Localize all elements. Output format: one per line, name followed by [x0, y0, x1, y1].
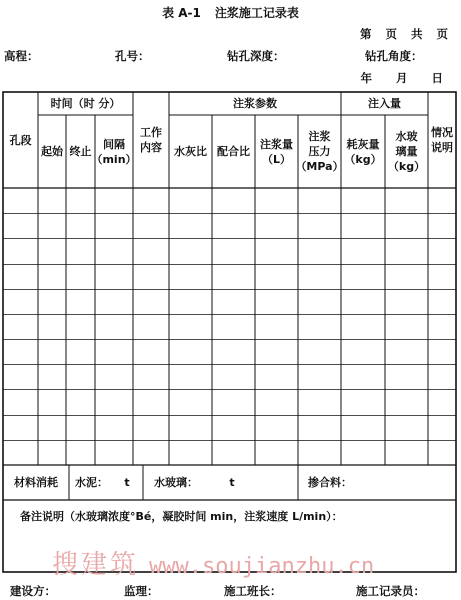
- col-group-time: 时间（时 分）: [50, 97, 121, 110]
- col-group-params: 注浆参数: [233, 97, 277, 110]
- col-group-inject: 注入量: [368, 97, 401, 110]
- water-glass-label: 水玻璃：: [154, 476, 198, 489]
- recorder-label: 施工记录员：: [356, 584, 425, 598]
- supervisor-label: 监理：: [124, 584, 159, 598]
- cement-unit: t: [124, 476, 130, 489]
- col-grout-pressure: 注浆 压力 （MPa）: [295, 130, 344, 173]
- elevation-label: 高程：: [4, 49, 39, 63]
- col-mix-ratio: 配合比: [217, 145, 250, 158]
- materials-label: 材料消耗: [14, 476, 58, 489]
- watermark: [52, 544, 374, 581]
- table-number: 表 A-1: [162, 6, 201, 20]
- admixture-label: 掺合料：: [308, 476, 352, 489]
- builder-label: 建设方：: [10, 584, 56, 598]
- col-remarks: 情况 说明: [431, 126, 453, 154]
- hole-no-label: 孔号：: [115, 49, 150, 63]
- col-interval: 间隔 （min）: [91, 137, 137, 166]
- foreman-label: 施工班长：: [224, 584, 282, 598]
- watermark-cn: 搜建筑: [52, 550, 140, 580]
- col-grout-volume: 注浆量 （L）: [260, 137, 293, 166]
- col-water-glass-amount: 水玻 璃量 （kg）: [387, 130, 426, 173]
- col-work-content: 工作 内容: [140, 126, 162, 154]
- cement-label: 水泥：: [75, 476, 108, 489]
- note-text: 备注说明（水玻璃浓度°Bé，凝胶时间 min，注浆速度 L/min）：: [20, 510, 343, 523]
- watermark-url: www.soujianzhu.cn: [149, 554, 375, 579]
- angle-label: 钻孔角度：: [365, 49, 423, 63]
- page-info: 第 页 共 页: [359, 27, 453, 41]
- water-glass-unit: t: [229, 476, 235, 489]
- col-wc-ratio: 水灰比: [174, 145, 207, 158]
- col-cement-consumption: 耗灰量 （kg）: [344, 137, 382, 166]
- depth-label: 钻孔深度：: [227, 49, 285, 63]
- col-start: 起始: [41, 145, 63, 158]
- date-label: 年 月 日: [360, 71, 453, 85]
- table-name: 注浆施工记录表: [214, 6, 299, 20]
- col-end: 终止: [69, 145, 92, 158]
- col-hole-section: 孔段: [9, 133, 32, 147]
